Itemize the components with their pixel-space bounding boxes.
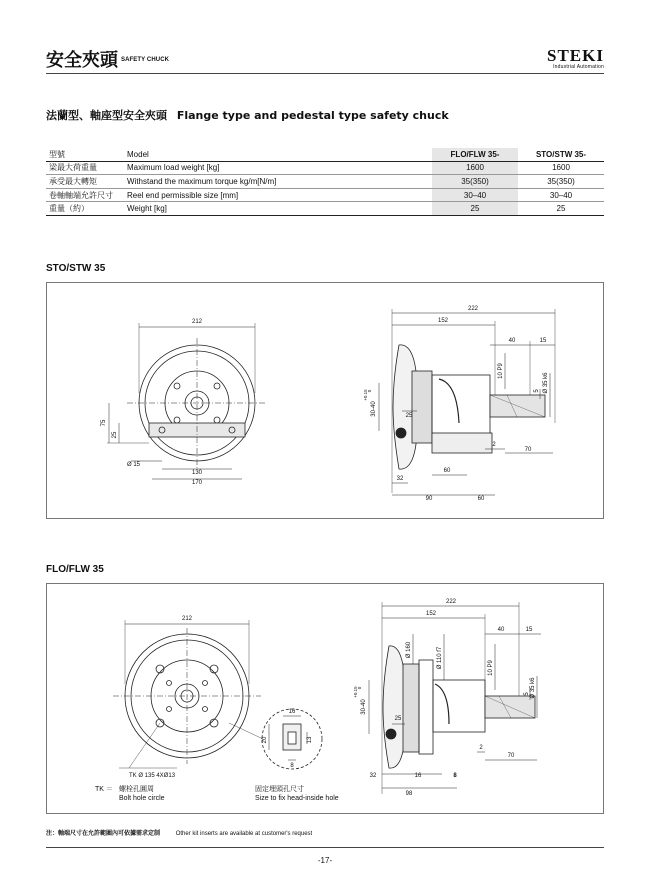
dim-170: 170 — [191, 480, 203, 486]
legend-tk-en: Bolt hole circle — [119, 795, 165, 802]
dim-32: 32 — [369, 773, 377, 779]
page-subtitle: SAFETY CHUCK — [121, 57, 170, 63]
header-cell: 型號 — [46, 148, 124, 161]
flo-value: 1600 — [432, 161, 518, 175]
spec-table — [46, 148, 604, 216]
page-title: 安全夾頭 — [46, 50, 118, 71]
table-row — [46, 202, 604, 216]
dim-2: 2 — [492, 442, 496, 448]
legend-tk-zh: 螺栓孔圓周 — [119, 786, 154, 793]
dim-70: 70 — [524, 447, 532, 453]
dim-222: 222 — [445, 599, 457, 605]
sto-value: 25 — [518, 202, 604, 216]
dim-25-side: 25 — [405, 413, 413, 419]
legend-tk-key: TK ＝ — [95, 786, 113, 793]
flo-front-view — [113, 620, 261, 768]
section-title — [46, 107, 449, 123]
dim-d160: Ø 160 — [406, 641, 412, 659]
dim-5: 5 — [534, 389, 540, 393]
detail-16: 16 — [288, 709, 296, 715]
dim-d15: Ø 15 — [127, 462, 141, 468]
dim-90: 90 — [425, 496, 433, 502]
header-cell: STO/STW 35- — [518, 148, 604, 161]
table-row — [46, 175, 604, 189]
dim-40: 40 — [508, 338, 516, 344]
note-zh: 注：軸端尺寸在允許範圍內可依據需求定制 — [46, 831, 161, 837]
row-label-en: Reel end permissible size [mm] — [124, 188, 432, 202]
sto-drawing-frame — [46, 282, 604, 519]
dim-2: 2 — [479, 745, 483, 751]
flo-side-view — [369, 602, 541, 794]
section-title-zh: 法蘭型、軸座型安全夾頭 — [46, 109, 167, 122]
dim-tol-lower: 0 — [367, 389, 372, 393]
dim-d35k6: Ø 35 k6 — [543, 372, 549, 394]
dim-130: 130 — [191, 470, 203, 476]
dim-8: 8 — [453, 773, 457, 779]
dim-10p9: 10 P9 — [498, 363, 504, 379]
flo-value: 30–40 — [432, 188, 518, 202]
table-row — [46, 161, 604, 175]
footer-rule — [46, 847, 604, 848]
flo-section-title: FLO/FLW 35 — [46, 564, 104, 575]
sto-drawing — [47, 283, 603, 518]
dim-30-40: 30-40 — [361, 699, 367, 715]
dim-10p9: 10 P9 — [488, 660, 494, 676]
detail-20: 20 — [262, 736, 268, 744]
sto-value: 35(350) — [518, 175, 604, 189]
dim-98: 98 — [405, 791, 413, 797]
logo-text: STEKI — [547, 46, 604, 65]
dim-32: 32 — [396, 476, 404, 482]
dim-tk: TK Ø 135 4XØ13 — [129, 773, 176, 779]
brand-logo — [547, 48, 604, 70]
dim-15: 15 — [539, 338, 547, 344]
row-label-zh: 卷軸軸端允許尺寸 — [46, 188, 124, 202]
dim-75: 75 — [101, 419, 107, 427]
legend-fix-en: Size to fix head-inside hole — [255, 795, 339, 802]
footer-note — [46, 828, 312, 837]
dim-222: 222 — [467, 306, 479, 312]
flo-value: 25 — [432, 202, 518, 216]
dim-212: 212 — [191, 319, 203, 325]
dim-152: 152 — [437, 318, 449, 324]
header-cell: FLO/FLW 35- — [432, 148, 518, 161]
row-label-zh: 梁最大荷重量 — [46, 161, 124, 175]
dim-tol-upper: +0.15 — [363, 389, 368, 401]
dim-d110f7: Ø 110 f7 — [437, 646, 443, 670]
table-row — [46, 188, 604, 202]
dim-60b: 60 — [477, 496, 485, 502]
table-header-row — [46, 148, 604, 161]
dim-25: 25 — [112, 431, 118, 439]
row-label-en: Withstand the maximum torque kg/m[N/m] — [124, 175, 432, 189]
sto-front-view — [107, 323, 267, 479]
dim-tol-upper: +0.15 — [353, 686, 358, 698]
dim-d35k6: Ø 35 k6 — [530, 677, 536, 699]
dim-212: 212 — [181, 616, 193, 622]
row-label-en: Weight [kg] — [124, 202, 432, 216]
dim-40: 40 — [497, 627, 505, 633]
dim-15: 15 — [525, 627, 533, 633]
row-label-zh: 承受最大轉矩 — [46, 175, 124, 189]
dim-25-side: 25 — [394, 716, 402, 722]
note-en: Other kit inserts are available at customer's request — [175, 831, 313, 837]
page-number: -17- — [317, 856, 333, 865]
sto-value: 30–40 — [518, 188, 604, 202]
row-label-zh: 重量（約） — [46, 202, 124, 216]
header-cell: Model — [124, 148, 432, 161]
flo-drawing-frame — [46, 583, 604, 814]
dim-60a: 60 — [443, 468, 451, 474]
flo-drawing — [47, 584, 603, 813]
sto-side-view — [379, 309, 555, 495]
flo-value: 35(350) — [432, 175, 518, 189]
dim-152: 152 — [425, 611, 437, 617]
detail-8: 8 — [290, 763, 294, 769]
dim-16: 16 — [414, 773, 422, 779]
detail-13: 13 — [307, 736, 313, 744]
section-title-en: Flange type and pedestal type safety chuck — [176, 109, 449, 122]
logo-subtext: Industrial Automation — [553, 64, 604, 70]
dim-5: 5 — [524, 692, 530, 696]
sto-section-title: STO/STW 35 — [46, 263, 106, 274]
header-rule — [46, 73, 604, 74]
sto-value: 1600 — [518, 161, 604, 175]
dim-tol-lower: 0 — [357, 686, 362, 690]
dim-70: 70 — [507, 753, 515, 759]
dim-30-40: 30-40 — [371, 401, 377, 417]
row-label-en: Maximum load weight [kg] — [124, 161, 432, 175]
legend-fix-zh: 固定埋頭孔尺寸 — [255, 786, 304, 793]
